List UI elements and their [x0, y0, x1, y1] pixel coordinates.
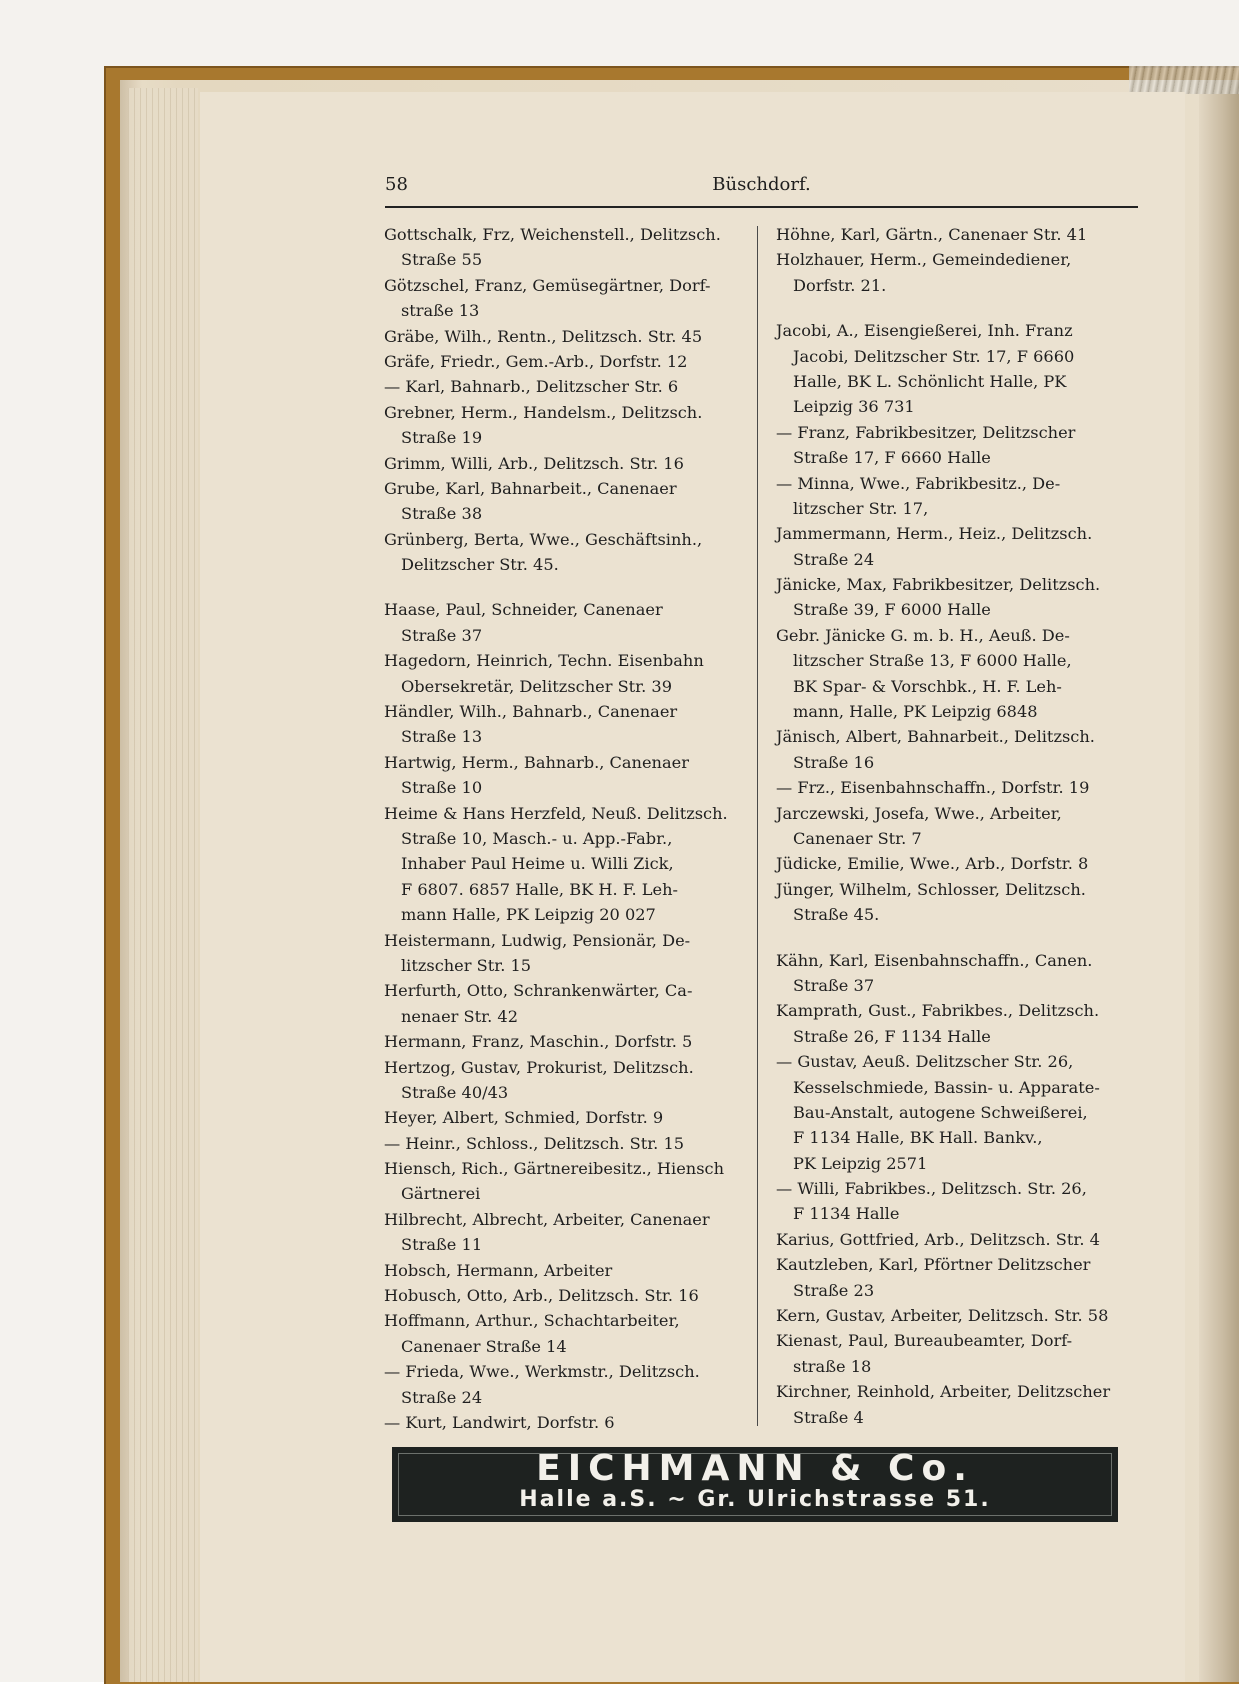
entry-continuation: Straße 10, Masch.- u. App.-Fabr.,: [401, 828, 673, 848]
right-column: [776, 222, 1141, 1430]
entry-continuation: Straße 10: [401, 778, 483, 798]
entry-continuation: Inhaber Paul Heime u. Willi Zick,: [401, 854, 674, 874]
advertisement-title: EICHMANN & Co.: [536, 1448, 974, 1489]
advertisement-address: Halle a.S. ~ Gr. Ulrichstrasse 51.: [519, 1487, 991, 1512]
entry-continuation: Straße 4: [793, 1407, 864, 1427]
book-gutter: [1199, 80, 1239, 1682]
directory-entry: Gebr. Jänicke G. m. b. H., Aeuß. De-: [776, 625, 1070, 645]
entry-continuation: Straße 23: [793, 1280, 875, 1300]
directory-entry: Herfurth, Otto, Schrankenwärter, Ca-: [384, 981, 693, 1001]
directory-entry: Hermann, Franz, Maschin., Dorfstr. 5: [384, 1032, 693, 1052]
entry-continuation: straße 18: [793, 1356, 872, 1376]
entry-continuation: Straße 26, F 1134 Halle: [793, 1026, 991, 1046]
entry-continuation: nenaer Str. 42: [401, 1006, 518, 1026]
directory-entry: Kern, Gustav, Arbeiter, Delitzsch. Str. 58: [776, 1306, 1109, 1326]
directory-entry: Grünberg, Berta, Wwe., Geschäftsinh.,: [384, 529, 703, 549]
directory-entry: — Frieda, Wwe., Werkmstr., Delitzsch.: [384, 1362, 700, 1382]
directory-entry: Kirchner, Reinhold, Arbeiter, Delitzscher: [776, 1382, 1111, 1402]
directory-entry: Grimm, Willi, Arb., Delitzsch. Str. 16: [384, 453, 684, 473]
directory-entry: Heime & Hans Herzfeld, Neuß. Delitzsch.: [384, 803, 728, 823]
directory-entry: — Franz, Fabrikbesitzer, Delitzscher: [776, 422, 1076, 442]
directory-entry: Hertzog, Gustav, Prokurist, Delitzsch.: [384, 1057, 694, 1077]
directory-entry: Hagedorn, Heinrich, Techn. Eisenbahn: [384, 651, 704, 671]
page-title: Büschdorf.: [712, 174, 811, 195]
entry-continuation: Dorfstr. 21.: [793, 275, 887, 295]
directory-entry: Gräbe, Wilh., Rentn., Delitzsch. Str. 45: [384, 326, 703, 346]
entry-continuation: Straße 38: [401, 504, 483, 524]
entry-continuation: Straße 16: [793, 752, 875, 772]
entry-continuation: F 1134 Halle, BK Hall. Bankv.,: [793, 1128, 1043, 1148]
page-number: 58: [385, 174, 408, 195]
entry-continuation: Straße 11: [401, 1235, 483, 1255]
directory-entry: Kautzleben, Karl, Pförtner Delitzscher: [776, 1255, 1091, 1275]
entry-continuation: straße 13: [401, 301, 480, 321]
directory-entry: Heistermann, Ludwig, Pensionär, De-: [384, 930, 691, 950]
entry-continuation: Straße 37: [401, 625, 483, 645]
directory-entry: Kamprath, Gust., Fabrikbes., Delitzsch.: [776, 1001, 1100, 1021]
directory-entry: Höhne, Karl, Gärtn., Canenaer Str. 41: [776, 225, 1088, 244]
advertisement-banner: [392, 1447, 1118, 1522]
directory-entry: Hartwig, Herm., Bahnarb., Canenaer: [384, 752, 689, 772]
entry-continuation: F 6807. 6857 Halle, BK H. F. Leh-: [401, 879, 678, 899]
section-gap: [776, 298, 1141, 318]
directory-entry: — Heinr., Schloss., Delitzsch. Str. 15: [384, 1133, 685, 1153]
entry-continuation: Straße 37: [793, 975, 875, 995]
page-edges: [128, 88, 198, 1682]
directory-entry: Haase, Paul, Schneider, Canenaer: [384, 600, 663, 620]
entry-continuation: Gärtnerei: [401, 1184, 481, 1204]
directory-entry: — Kurt, Landwirt, Dorfstr. 6: [384, 1412, 615, 1432]
entry-continuation: Straße 13: [401, 727, 483, 747]
directory-entry: Hiensch, Rich., Gärtnereibesitz., Hiensch: [384, 1159, 725, 1179]
directory-entry: Jammermann, Herm., Heiz., Delitzsch.: [776, 524, 1093, 544]
entry-continuation: Straße 55: [401, 250, 483, 270]
entry-continuation: Jacobi, Delitzscher Str. 17, F 6660: [793, 346, 1075, 366]
directory-entry: Hobusch, Otto, Arb., Delitzsch. Str. 16: [384, 1286, 699, 1306]
directory-entry: Händler, Wilh., Bahnarb., Canenaer: [384, 702, 678, 722]
entry-continuation: Straße 40/43: [401, 1082, 509, 1102]
directory-entry: Gottschalk, Frz, Weichenstell., Delitzsch.: [384, 225, 721, 244]
directory-entry: Karius, Gottfried, Arb., Delitzsch. Str. 4: [776, 1229, 1100, 1249]
directory-entry: — Willi, Fabrikbes., Delitzsch. Str. 26,: [776, 1179, 1087, 1199]
directory-entry: — Minna, Wwe., Fabrikbesitz., De-: [776, 473, 1061, 493]
directory-entry: Grebner, Herm., Handelsm., Delitzsch.: [384, 402, 703, 422]
directory-entry: Holzhauer, Herm., Gemeindediener,: [776, 250, 1072, 270]
entry-continuation: PK Leipzig 2571: [793, 1153, 928, 1173]
directory-entry: Jacobi, A., Eisengießerei, Inh. Franz: [776, 321, 1073, 341]
entry-continuation: Straße 39, F 6000 Halle: [793, 600, 991, 620]
page-header: [385, 170, 1138, 208]
directory-entry: — Karl, Bahnarb., Delitzscher Str. 6: [384, 377, 679, 397]
directory-entry: Hobsch, Hermann, Arbeiter: [384, 1260, 613, 1280]
entry-continuation: BK Spar- & Vorschbk., H. F. Leh-: [793, 676, 1062, 696]
section-gap: [776, 928, 1141, 948]
directory-entry: — Frz., Eisenbahnschaffn., Dorfstr. 19: [776, 778, 1090, 798]
bookmark-ribbon: [1129, 66, 1239, 94]
directory-entry: Hilbrecht, Albrecht, Arbeiter, Canenaer: [384, 1209, 710, 1229]
entry-continuation: Bau-Anstalt, autogene Schweißerei,: [793, 1102, 1088, 1122]
column-divider: [757, 226, 758, 1426]
directory-entry: Jarczewski, Josefa, Wwe., Arbeiter,: [776, 803, 1062, 823]
directory-entry: Grube, Karl, Bahnarbeit., Canenaer: [384, 478, 677, 498]
directory-entry: Kienast, Paul, Bureaubeamter, Dorf-: [776, 1331, 1073, 1351]
directory-entry: Jüdicke, Emilie, Wwe., Arb., Dorfstr. 8: [776, 854, 1089, 874]
directory-entry: Heyer, Albert, Schmied, Dorfstr. 9: [384, 1108, 664, 1128]
directory-entry: Kähn, Karl, Eisenbahnschaffn., Canen.: [776, 950, 1093, 970]
entry-continuation: Straße 45.: [793, 905, 880, 925]
entry-continuation: Kesselschmiede, Bassin- u. Apparate-: [793, 1077, 1100, 1097]
entry-continuation: litzscher Straße 13, F 6000 Halle,: [793, 651, 1072, 671]
entry-continuation: Leipzig 36 731: [793, 397, 915, 417]
entry-continuation: Delitzscher Str. 45.: [401, 555, 559, 575]
section-gap: [384, 577, 749, 597]
left-column: [384, 222, 749, 1435]
entry-continuation: Canenaer Str. 7: [793, 828, 922, 848]
entry-continuation: mann, Halle, PK Leipzig 6848: [793, 702, 1038, 722]
entry-continuation: Straße 19: [401, 428, 483, 448]
entry-continuation: F 1134 Halle: [793, 1204, 900, 1224]
directory-entry: Jänisch, Albert, Bahnarbeit., Delitzsch.: [776, 727, 1095, 747]
entry-continuation: mann Halle, PK Leipzig 20 027: [401, 905, 656, 925]
entry-continuation: litzscher Str. 17,: [793, 498, 929, 518]
directory-entry: Götzschel, Franz, Gemüsegärtner, Dorf-: [384, 275, 711, 295]
entry-continuation: Straße 24: [793, 549, 875, 569]
entry-continuation: Straße 17, F 6660 Halle: [793, 448, 991, 468]
directory-entry: Gräfe, Friedr., Gem.-Arb., Dorfstr. 12: [384, 351, 688, 371]
entry-continuation: litzscher Str. 15: [401, 955, 532, 975]
directory-entry: Jänicke, Max, Fabrikbesitzer, Delitzsch.: [776, 575, 1101, 595]
directory-entry: Jünger, Wilhelm, Schlosser, Delitzsch.: [776, 879, 1086, 899]
entry-continuation: Canenaer Straße 14: [401, 1336, 567, 1356]
entry-continuation: Straße 24: [401, 1387, 483, 1407]
entry-continuation: Obersekretär, Delitzscher Str. 39: [401, 676, 673, 696]
entry-continuation: Halle, BK L. Schönlicht Halle, PK: [793, 371, 1067, 391]
directory-entry: Hoffmann, Arthur., Schachtarbeiter,: [384, 1311, 680, 1331]
directory-entry: — Gustav, Aeuß. Delitzscher Str. 26,: [776, 1052, 1074, 1072]
